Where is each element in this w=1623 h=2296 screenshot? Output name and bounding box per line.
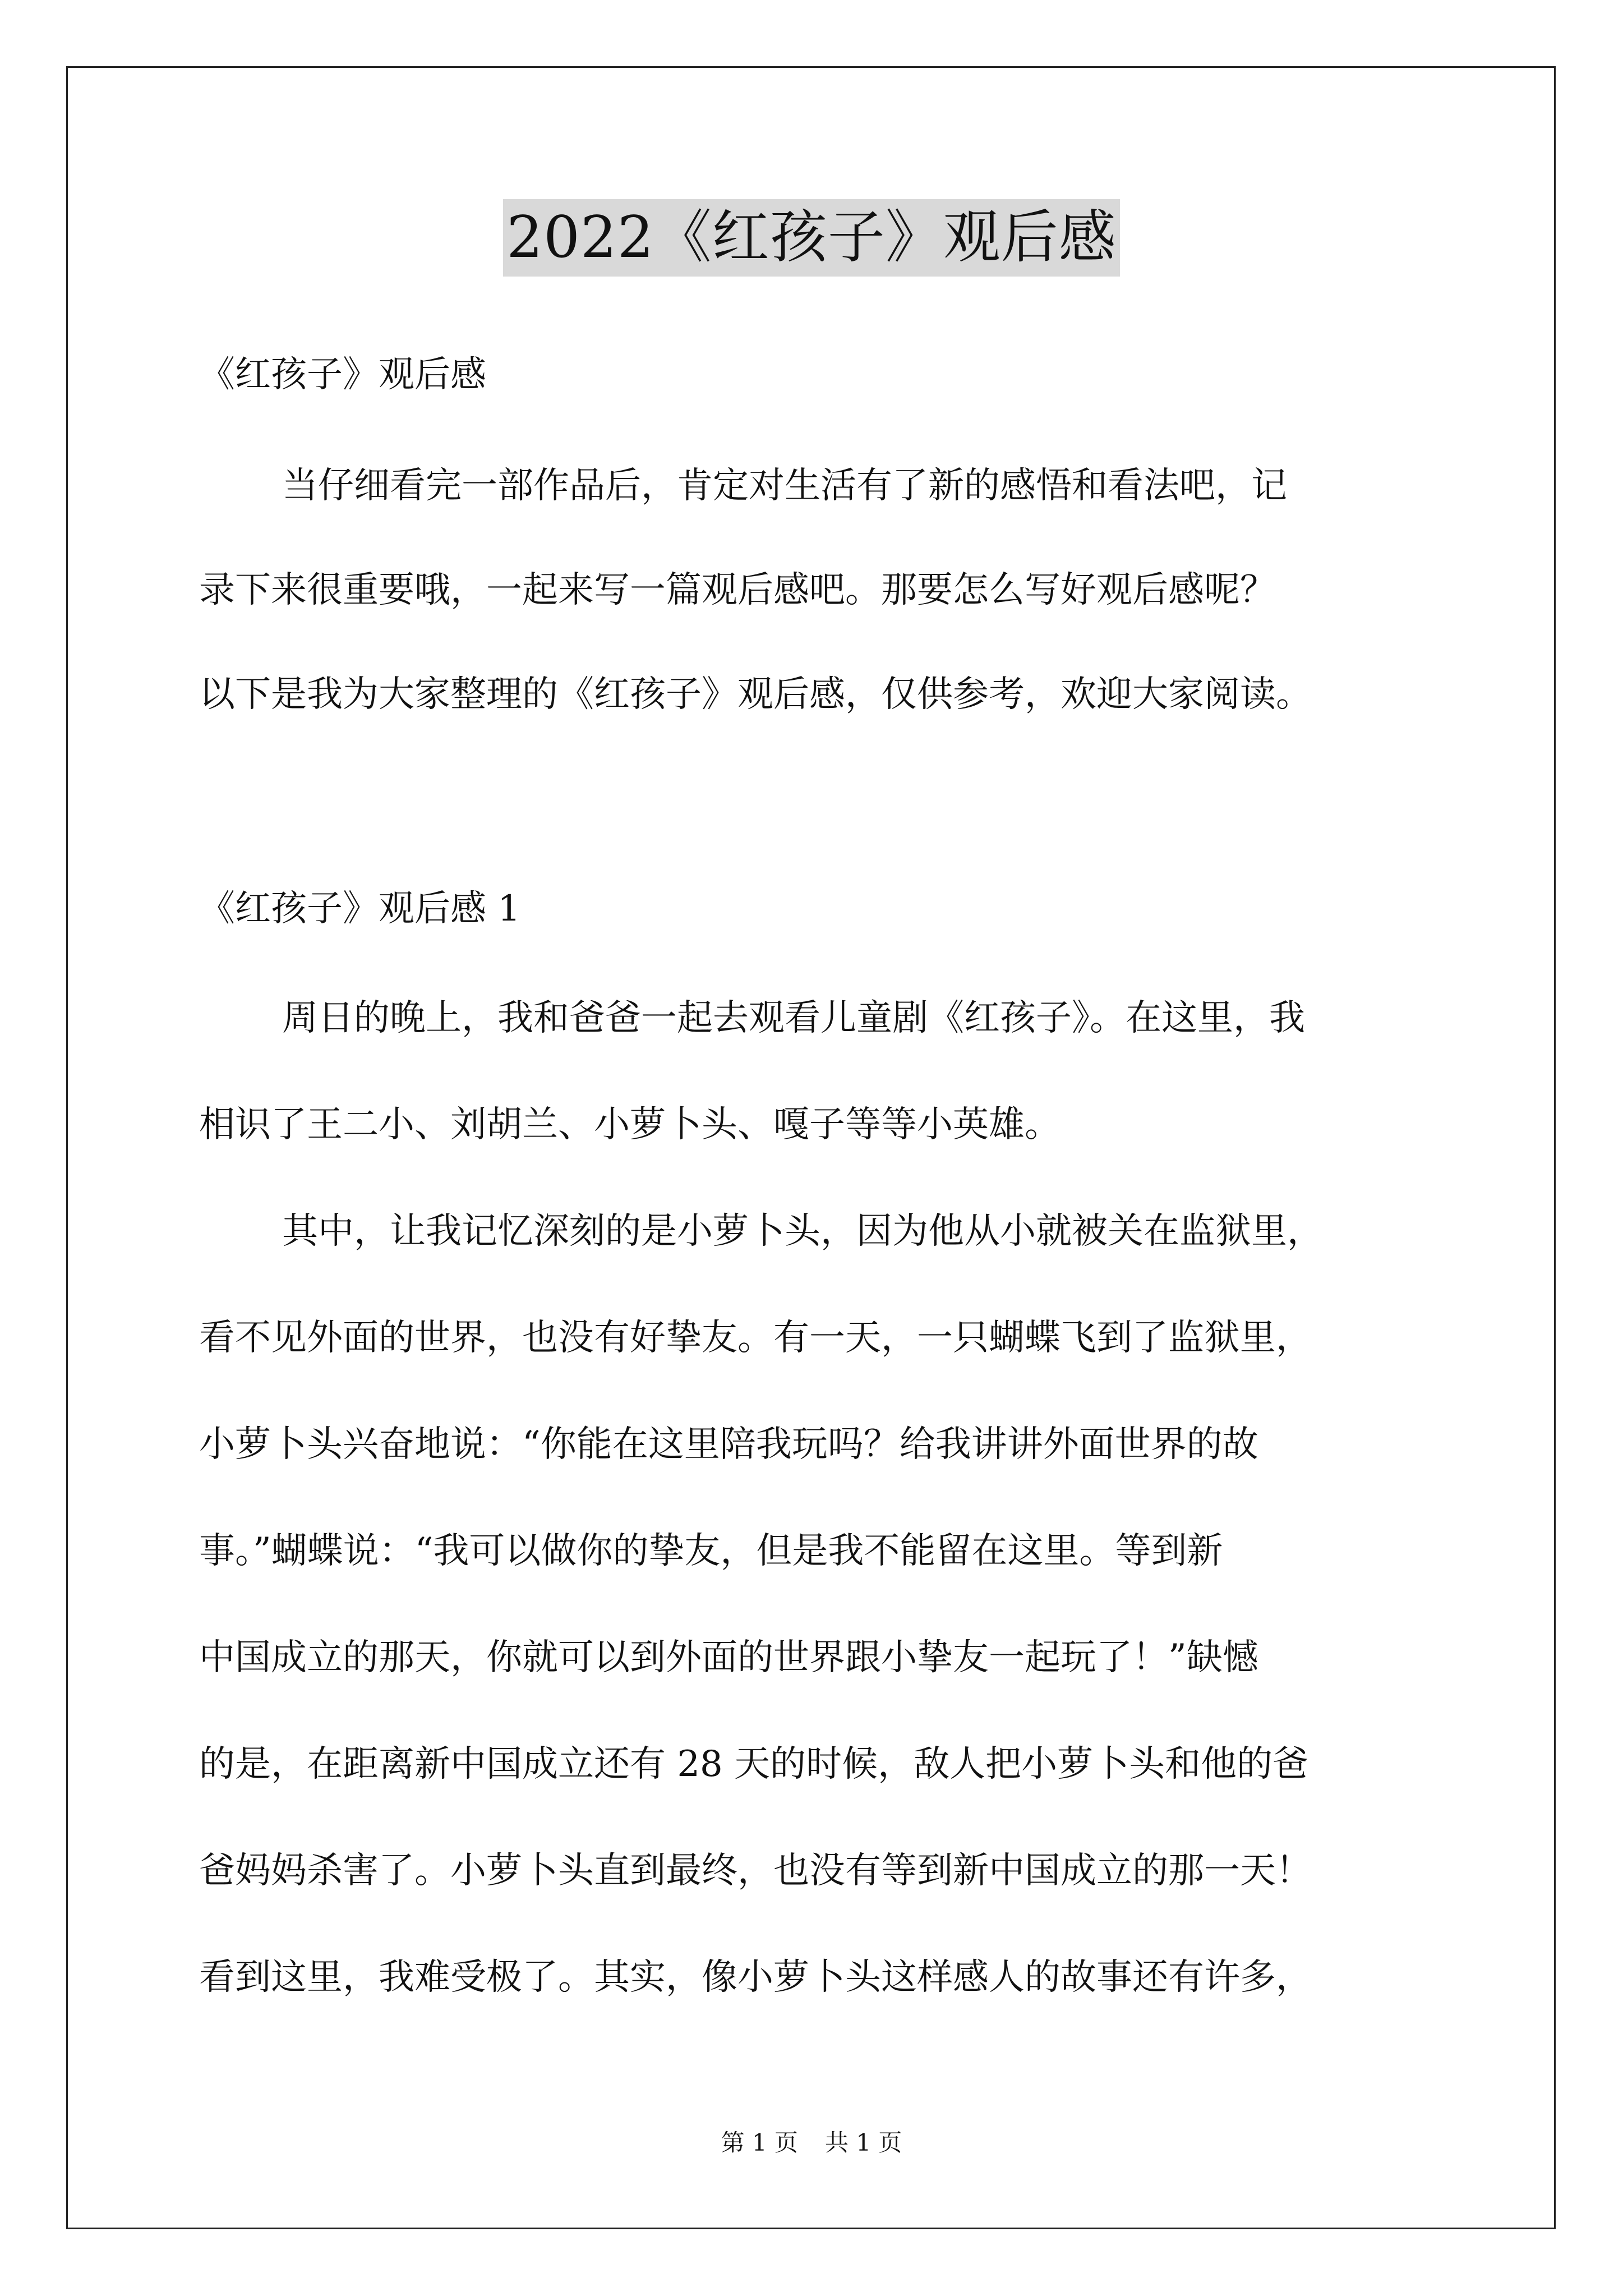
- section1-p2-line-8: 看到这里，我难受极了。其实，像小萝卜头这样感人的故事还有许多，: [199, 1957, 1312, 1998]
- section1-p1-line-2: 相识了王二小、刘胡兰、小萝卜头、嘎子等等小英雄。: [199, 1104, 1061, 1145]
- section1-p2-line-5: 中国成立的那天，你就可以到外面的世界跟小挚友一起玩了！”缺憾: [199, 1637, 1258, 1678]
- intro-line-2: 录下来很重要哦，一起来写一篇观后感吧。那要怎么写好观后感呢？: [199, 569, 1276, 611]
- section1-p1-line-1: 周日的晚上，我和爸爸一起去观看儿童剧《红孩子》。在这里，我: [282, 997, 1305, 1039]
- section1-p2-line-2: 看不见外面的世界，也没有好挚友。有一天，一只蝴蝶飞到了监狱里，: [199, 1317, 1312, 1359]
- section1-p2-line-3: 小萝卜头兴奋地说：“你能在这里陪我玩吗？给我讲讲外面世界的故: [199, 1424, 1258, 1465]
- intro-line-3: 以下是我为大家整理的《红孩子》观后感，仅供参考，欢迎大家阅读。: [199, 674, 1312, 715]
- intro-heading-text: 《红孩子》观后感: [199, 354, 486, 395]
- section1-heading: [199, 882, 1433, 936]
- section1-heading-text: 《红孩子》观后感 1: [199, 888, 521, 930]
- intro-paragraph: [199, 459, 1433, 772]
- section1-paragraph-2: [199, 1204, 1433, 2057]
- page-number: 第 1 页: [721, 2129, 798, 2156]
- intro-line-1: 当仔细看完一部作品后，肯定对生活有了新的感悟和看法吧，记: [282, 465, 1287, 507]
- section1-p2-line-6: 的是，在距离新中国成立还有 28 天的时候，敌人把小萝卜头和他的爸: [199, 1743, 1309, 1785]
- section1-paragraph-1: [199, 991, 1433, 1204]
- section1-p2-line-4: 事。”蝴蝶说：“我可以做你的挚友，但是我不能留在这里。等到新: [199, 1530, 1223, 1572]
- document-title: 2022《红孩子》观后感: [503, 199, 1120, 277]
- section1-p2-line-1: 其中，让我记忆深刻的是小萝卜头，因为他从小就被关在监狱里，: [282, 1211, 1323, 1252]
- page-footer: [0, 2126, 1623, 2160]
- page-total: 共 1 页: [825, 2129, 902, 2156]
- title-container: [0, 199, 1623, 277]
- intro-heading: [199, 348, 1433, 402]
- section1-p2-line-7: 爸妈妈杀害了。小萝卜头直到最终，也没有等到新中国成立的那一天！: [199, 1850, 1312, 1892]
